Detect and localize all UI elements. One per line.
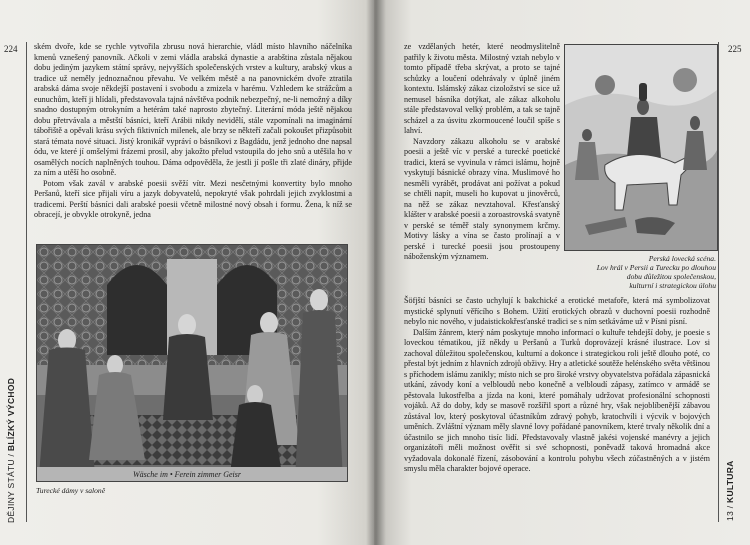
right-caption-line-1: Perská lovecká scéna. [648,254,716,263]
left-vertical-rule [26,42,27,522]
left-running-head [6,378,16,523]
left-running-head-part1: DĚJINY STÁTU / [6,451,16,523]
right-caption-line-4: kulturní i strategickou úlohu [629,281,716,290]
right-vertical-rule [718,42,719,522]
right-running-head-part1: 13 / [725,502,735,521]
right-paragraph-1: ze vzdělaných hetér, které neodmyslitelně patřily k životu města. Milostný vztah nebylo v tomto případě třeba skrývat, a proto se tajné schůzky a loučení odehrávaly v úplně jiném kontextu. Islámský zákaz cizoložství se sice už nemusel básníka dotýkat, ale zákaz alkoholu stále představoval velký problém, a tak se tajně scházel a za úsvitu zkormoucené loučil spíše s lahví. [404,42,560,135]
right-text-column-bottom [404,296,710,475]
right-page [374,0,750,545]
left-text-column [34,42,352,221]
hunting-scene-photo [564,44,718,251]
left-running-head-part2: BLÍZKÝ VÝCHOD [6,377,16,452]
right-paragraph-4: Dalším žánrem, který nám poskytuje mnoho informací o kultuře tehdejší doby, je poesie s loveckou tématikou, jíž někdy u Peršanů a Turků doprovázejí krásné ilustrace. Lov si zachoval důležitou společenskou, kulturní a dokonce i strategickou roli ještě dlouho poté, co přestal být jedním z hlavních zdrojů obživy. Hry a atletické soutěže helénského světa většinou s příchodem islámu zanikly; místo nich se pro široké vrstvy obyvatelstva pořádala zápasnická utkání, závody koní a velbloudů nebo konečně a velbloudí zápasy, zatímco v armádě se pěstovala lukostřelba a jízda na koni, které pomáhaly udržovat profesionální schopnosti vojáků. Až do doby, kdy se masově rozšířil sport a různé hry, však nejoblíbenější zábavou zůstával lov, který poskytoval účastníkům zdravý pohyb, kratochvíli i výcvik v bojových uměních. Zvláštní význam měly slavné lovy pořádané panovníkem, které trvaly několik dní a účastnilo se jich mnoho tisíc lidí. Představovaly vlastně jakési vojenské manévry a jejich organizátoři měli možnost ověřit si své schopnosti, poněvadž taková hromadná akce vyžadovala dokonalé řízení, zásobování a kontrolu pohybu všech zúčastněných a v jistém smyslu měla charakter bojové operace. [404,327,710,473]
left-page-number: 224 [4,44,18,54]
hunting-scene-illustration [565,45,717,250]
book-gutter [366,0,386,545]
right-caption-line-2: Lov hrál v Persii a Turecku po dlouhou [596,263,716,272]
right-running-head [725,460,735,521]
right-caption [562,254,716,290]
right-page-number: 225 [728,44,742,54]
left-page [0,0,374,545]
left-paragraph-1: ském dvoře, kde se rychle vytvořila zbrusu nová hierarchie, vládl místo hlavního náčelníka kmenů vznešený panovník. Ačkoli v zemi vládla arabská dynastie a arabština zůstala nějakou dobu jediným jazykem státní správy, nejvyšších společenských vrstev a kultury, arabský vkus a tradice už neměly jednoznačnou převahu. Ve velkém městě a na panovnickém dvoře ztratila arabská dáma svoje někdejší postavení i svobodu a zmizela v harému. Vzhledem ke strážcům a eunuchům, kteří ji hlídali, představovala tajná návštěva podnik nebezpečný, ne-li nemožný a díky snadno dostupným otrokyním a hetérám také naprosto zbytečný. Literární móda ještě nějakou dobu přetrvávala a městští básníci, kteří Arábii nikdy nevidělí, stále vzpomínali na imaginární tábořiště a opěvali krásu svých fiktivních milenek, ale brzy se někteří začali pokoušet přizpůsobit stará témata nové situaci. Jistý kronikář vypráví o básníkovi z Bagdádu, jenž jednoho dne napsal ódu, ve které jí omšelými frázemi prosil, aby jakožto přelud vstoupila do jeho snů a utěšila ho v osamělých nocích naplněných touhou. Dáma odpověděla, že jestli jí pošle tři zlaté dináry, přijde za ním a utěší ho osobně. [34,42,352,177]
photo-inscription: Wäsche im • Ferein zimmer Geisr [132,470,242,479]
right-caption-line-3: dobu důležitou společenskou, [626,272,716,281]
right-paragraph-2: Navzdory zákazu alkoholu se v arabské poesii a ještě víc v perské a turecké poetické tradici, která se vyvinula v rámci islámu, hojně vyskytují básnické obrazy vína. Muslimové ho nesměli vyrábět, prodávat ani požívat a pokud se chtěli napít, museli ho kupovat u jinověrců, na něž se zákaz nevztahoval. Křesťanský klášter v arabské poesii a zoroastrovská svatyně v perské se téměř staly synonymem krčmy. Motivy lásky a vína se často prolínají a v perské i turecké poesii jsou prostoupeny náboženským významem. [404,136,560,261]
left-caption: Turecké dámy v saloně [36,486,106,495]
left-paragraph-2: Potom však zavál v arabské poesii svěží vítr. Mezi nesčetnými konvertity bylo mnoho Peršanů, kteří sice přijali víru a jazyk dobyvatelů, nepokryté však pohrdali jejich zvyklostmi a tradicemi. Perští básníci dali arabské poesii včetně milostné nový obsah i formu. Žena, k níž se obracejí, je obvykle otrokyně, jedna [34,178,352,219]
right-running-head-part2: KULTURA [725,460,735,503]
right-paragraph-3: Šöfjští básníci se často uchylují k bakchické a erotické metafoře, která má symbolizovat mystické splynutí věřícího s Bohem. Užití erotických obrazů v duchovní poesii rozhodně nebylo nic nového, v judaistickokřesťanské tradici se s ním setkáváme už v Písni písní. [404,296,710,326]
right-text-column-top [404,42,560,263]
turkish-ladies-illustration [37,245,347,481]
turkish-ladies-photo [36,244,348,482]
